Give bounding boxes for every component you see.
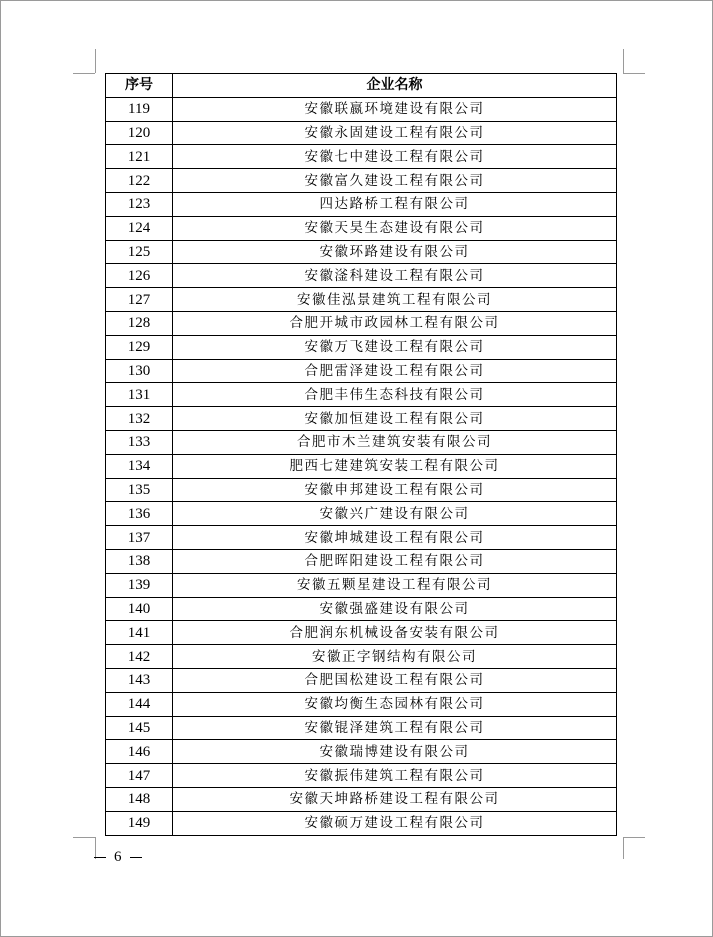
table-row <box>106 407 617 431</box>
row-serial-number: 139 <box>106 573 173 597</box>
row-serial-number: 123 <box>106 192 173 216</box>
row-company-name: 安徽强盛建设有限公司 <box>173 597 617 621</box>
row-company-name: 安徽七中建设工程有限公司 <box>173 145 617 169</box>
page-number-dash-right <box>130 857 142 858</box>
row-serial-number: 141 <box>106 621 173 645</box>
row-company-name: 安徽兴广建设有限公司 <box>173 502 617 526</box>
table-row <box>106 97 617 121</box>
row-company-name: 安徽环路建设有限公司 <box>173 240 617 264</box>
table-row <box>106 740 617 764</box>
row-serial-number: 130 <box>106 359 173 383</box>
row-company-name: 安徽万飞建设工程有限公司 <box>173 335 617 359</box>
table-row <box>106 645 617 669</box>
row-company-name: 合肥市木兰建筑安装有限公司 <box>173 430 617 454</box>
row-serial-number: 135 <box>106 478 173 502</box>
company-list-table <box>105 73 617 836</box>
row-company-name: 合肥丰伟生态科技有限公司 <box>173 383 617 407</box>
row-serial-number: 129 <box>106 335 173 359</box>
row-serial-number: 149 <box>106 811 173 835</box>
row-company-name: 安徽正字钢结构有限公司 <box>173 645 617 669</box>
table-row <box>106 169 617 193</box>
page-number-value: 6 <box>114 849 122 865</box>
row-serial-number: 147 <box>106 764 173 788</box>
row-serial-number: 122 <box>106 169 173 193</box>
row-serial-number: 148 <box>106 787 173 811</box>
table-row <box>106 478 617 502</box>
table-row <box>106 502 617 526</box>
table-row <box>106 549 617 573</box>
table-row <box>106 573 617 597</box>
table-row <box>106 430 617 454</box>
table-row <box>106 526 617 550</box>
table-row <box>106 383 617 407</box>
row-company-name: 安徽申邦建设工程有限公司 <box>173 478 617 502</box>
row-company-name: 安徽五颗星建设工程有限公司 <box>173 573 617 597</box>
table-row <box>106 811 617 835</box>
row-company-name: 四达路桥工程有限公司 <box>173 192 617 216</box>
table-row <box>106 764 617 788</box>
table-row <box>106 597 617 621</box>
row-serial-number: 120 <box>106 121 173 145</box>
row-company-name: 合肥晖阳建设工程有限公司 <box>173 549 617 573</box>
row-serial-number: 125 <box>106 240 173 264</box>
row-serial-number: 126 <box>106 264 173 288</box>
row-serial-number: 137 <box>106 526 173 550</box>
row-company-name: 安徽富久建设工程有限公司 <box>173 169 617 193</box>
row-company-name: 安徽坤城建设工程有限公司 <box>173 526 617 550</box>
row-company-name: 安徽均衡生态园林有限公司 <box>173 692 617 716</box>
page-number <box>94 849 142 866</box>
row-serial-number: 138 <box>106 549 173 573</box>
table-row <box>106 335 617 359</box>
row-company-name: 合肥润东机械设备安装有限公司 <box>173 621 617 645</box>
table-row <box>106 621 617 645</box>
row-company-name: 安徽瑞博建设有限公司 <box>173 740 617 764</box>
row-serial-number: 142 <box>106 645 173 669</box>
table-row <box>106 668 617 692</box>
table-row <box>106 216 617 240</box>
row-company-name: 安徽锟泽建筑工程有限公司 <box>173 716 617 740</box>
row-serial-number: 144 <box>106 692 173 716</box>
row-company-name: 安徽永固建设工程有限公司 <box>173 121 617 145</box>
row-company-name: 肥西七建建筑安装工程有限公司 <box>173 454 617 478</box>
table-header-row <box>106 74 617 98</box>
table-row <box>106 288 617 312</box>
row-company-name: 安徽滏科建设工程有限公司 <box>173 264 617 288</box>
table-row <box>106 716 617 740</box>
row-company-name: 合肥雷泽建设工程有限公司 <box>173 359 617 383</box>
table-row <box>106 121 617 145</box>
table-row <box>106 264 617 288</box>
page-number-dash-left <box>94 857 106 858</box>
row-serial-number: 124 <box>106 216 173 240</box>
row-serial-number: 133 <box>106 430 173 454</box>
row-company-name: 安徽天昊生态建设有限公司 <box>173 216 617 240</box>
row-company-name: 安徽联嬴环境建设有限公司 <box>173 97 617 121</box>
table-row <box>106 454 617 478</box>
table-row <box>106 311 617 335</box>
row-serial-number: 121 <box>106 145 173 169</box>
row-serial-number: 131 <box>106 383 173 407</box>
row-serial-number: 119 <box>106 97 173 121</box>
row-serial-number: 128 <box>106 311 173 335</box>
table-row <box>106 787 617 811</box>
row-serial-number: 136 <box>106 502 173 526</box>
row-company-name: 合肥国松建设工程有限公司 <box>173 668 617 692</box>
row-company-name: 安徽硕万建设工程有限公司 <box>173 811 617 835</box>
row-serial-number: 143 <box>106 668 173 692</box>
column-header-company-name: 企业名称 <box>173 74 617 98</box>
row-company-name: 安徽加恒建设工程有限公司 <box>173 407 617 431</box>
row-company-name: 合肥开城市政园林工程有限公司 <box>173 311 617 335</box>
row-serial-number: 127 <box>106 288 173 312</box>
row-serial-number: 134 <box>106 454 173 478</box>
table-row <box>106 192 617 216</box>
table-row <box>106 692 617 716</box>
row-serial-number: 140 <box>106 597 173 621</box>
row-serial-number: 146 <box>106 740 173 764</box>
row-serial-number: 145 <box>106 716 173 740</box>
row-company-name: 安徽天坤路桥建设工程有限公司 <box>173 787 617 811</box>
column-header-serial: 序号 <box>106 74 173 98</box>
table-row <box>106 240 617 264</box>
row-serial-number: 132 <box>106 407 173 431</box>
row-company-name: 安徽佳泓景建筑工程有限公司 <box>173 288 617 312</box>
table-row <box>106 145 617 169</box>
row-company-name: 安徽振伟建筑工程有限公司 <box>173 764 617 788</box>
table-row <box>106 359 617 383</box>
